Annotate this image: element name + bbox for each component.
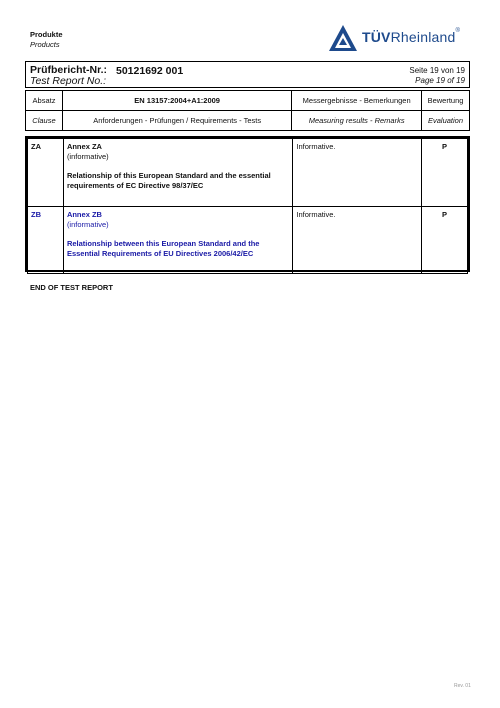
products-label-de: Produkte xyxy=(30,30,63,39)
clause-header-de: Absatz xyxy=(26,91,63,111)
annex-title: Annex ZB xyxy=(66,210,102,219)
triangle-logo-icon xyxy=(328,24,358,52)
eval-header-en: Evaluation xyxy=(422,111,470,131)
results-header-en: Measuring results - Remarks xyxy=(292,111,422,131)
standard-header: EN 13157:2004+A1:2009 xyxy=(62,91,291,111)
products-label-en: Products xyxy=(30,40,60,49)
verdict-cell: P xyxy=(422,207,468,274)
results-header-de: Messergebnisse - Bemerkungen xyxy=(292,91,422,111)
table-row xyxy=(28,139,468,207)
report-label xyxy=(30,65,107,87)
annex-note: (informative) xyxy=(66,219,109,229)
verdict-cell: P xyxy=(422,139,468,207)
page-info xyxy=(409,66,465,86)
clause-cell: ZB xyxy=(28,207,64,274)
results-table xyxy=(25,136,470,272)
result-cell: Informative. xyxy=(293,207,422,274)
requirement-cell xyxy=(63,207,292,274)
products-heading xyxy=(30,30,63,50)
clause-header-en: Clause xyxy=(26,111,63,131)
report-number: 50121692 001 xyxy=(116,65,184,77)
eval-header-de: Bewertung xyxy=(422,91,470,111)
tuv-rheinland-logo xyxy=(328,24,474,52)
revision-label: Rev. 01 xyxy=(454,683,471,689)
report-number-box xyxy=(25,61,470,88)
end-of-report: END OF TEST REPORT xyxy=(30,283,113,292)
table-row xyxy=(28,207,468,274)
result-cell: Informative. xyxy=(293,139,422,207)
page-info-en: Page 19 of 19 xyxy=(415,76,465,85)
requirement-cell xyxy=(63,139,292,207)
report-label-en: Test Report No.: xyxy=(30,75,107,87)
logo-wordmark: TÜVRheinland® xyxy=(362,28,461,45)
annex-note: (informative) xyxy=(66,151,109,161)
table-header xyxy=(25,90,470,131)
annex-title: Annex ZA xyxy=(66,142,102,151)
page-info-de: Seite 19 von 19 xyxy=(409,66,465,75)
annex-description: Relationship of this European Standard and the essential requirements of EC Directive 98/37/EC xyxy=(66,171,271,190)
report-label-de: Prüfbericht-Nr.: xyxy=(30,64,108,76)
annex-description: Relationship between this European Standard and the Essential Requirements of EU Directives 2006/42/EC xyxy=(66,239,260,258)
requirements-header: Anforderungen - Prüfungen / Requirements - Tests xyxy=(62,111,291,131)
clause-cell: ZA xyxy=(28,139,64,207)
